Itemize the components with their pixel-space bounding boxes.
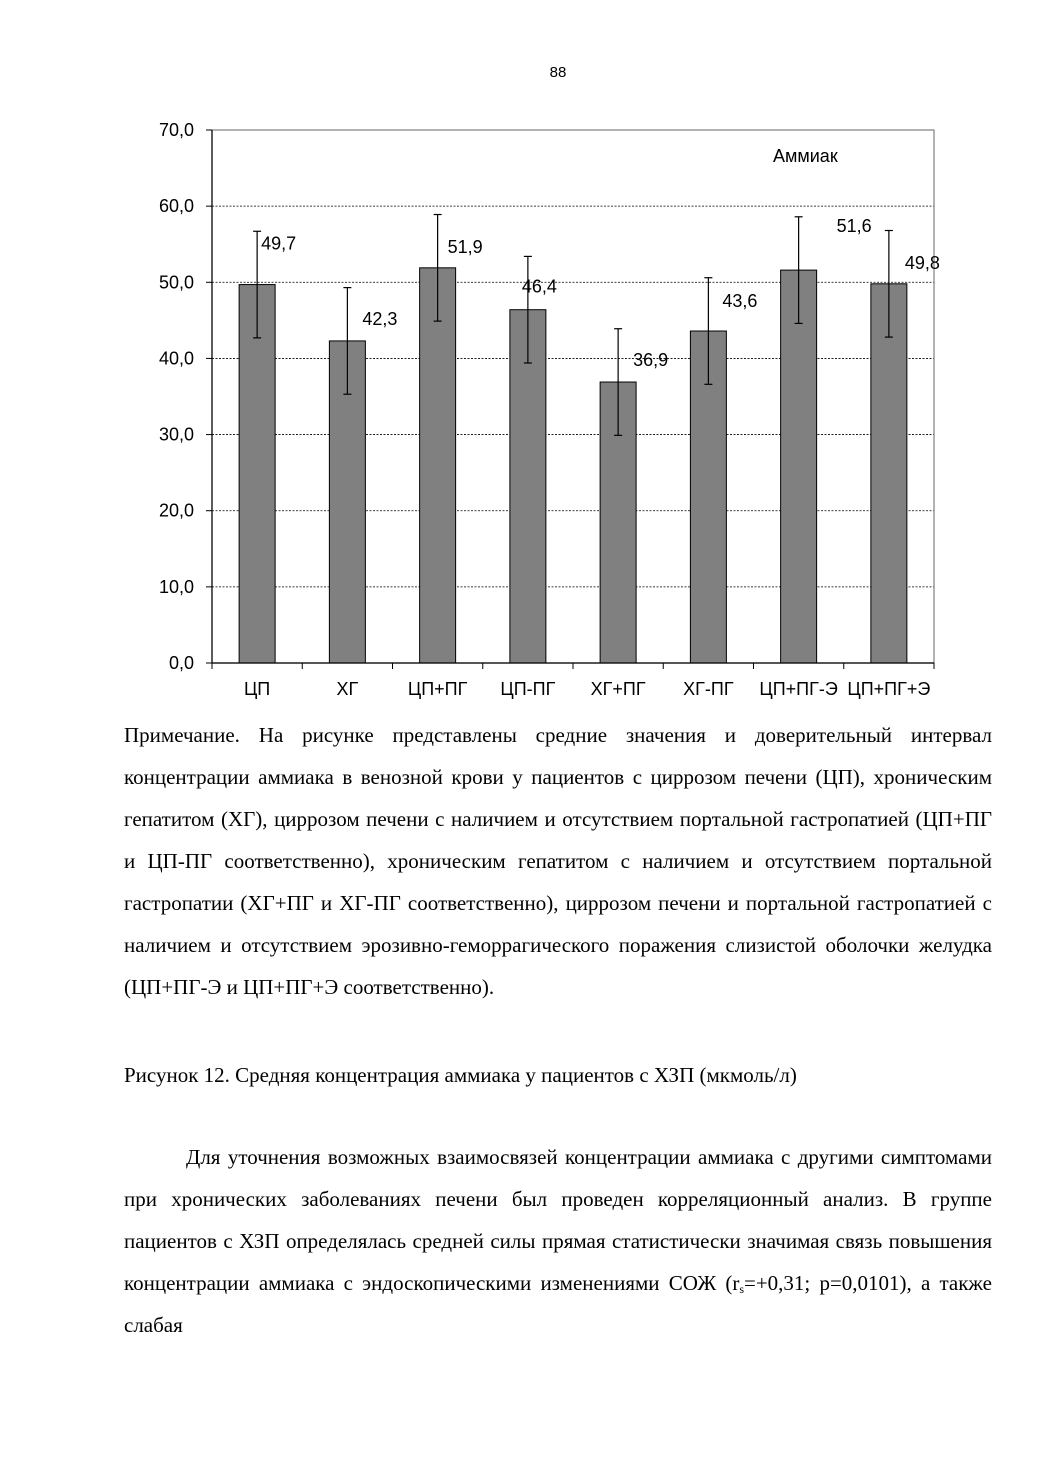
- x-tick-label: ХГ+ПГ: [590, 679, 646, 699]
- bar: [781, 270, 817, 663]
- data-label: 46,4: [521, 276, 557, 297]
- ammonia-bar-chart: [0, 0, 1040, 710]
- body-subscript: s: [739, 1282, 744, 1296]
- body-text-part1: Для уточнения возможных взаимосвязей концентрации аммиака с другими симптомами при хронических заболеваниях печени был проведен корреляционный анализ. В группе пациентов с ХЗП определялась средней силы прямая статистически значимая связь повышения концентрации аммиака с эндоскопическими изменениями СОЖ (r: [124, 1145, 992, 1295]
- data-label: 51,9: [447, 236, 483, 257]
- y-tick-label: 20,0: [158, 500, 194, 521]
- grid-lines: [212, 206, 934, 587]
- x-tick-label: ЦП-ПГ: [500, 679, 556, 699]
- data-label: 49,8: [904, 252, 940, 273]
- bars: [239, 268, 907, 663]
- body-paragraph: [124, 1136, 992, 1346]
- y-tick-label: 0,0: [168, 653, 194, 673]
- x-tick-label: ЦП+ПГ: [407, 679, 468, 699]
- legend-label: Аммиак: [773, 146, 838, 166]
- data-label: 43,6: [722, 291, 758, 312]
- data-label: 51,6: [836, 216, 872, 237]
- y-tick-label: 40,0: [158, 348, 194, 369]
- y-tick-label: 60,0: [158, 196, 194, 217]
- page-number: 88: [549, 64, 567, 81]
- body-text-part2: =+0,31; p=0,0101), а также слабая: [124, 1271, 992, 1337]
- y-tick-label: 10,0: [158, 576, 194, 597]
- bar: [239, 285, 275, 663]
- data-label: 49,7: [261, 233, 297, 254]
- bar: [871, 284, 907, 663]
- x-tick-label: ЦП+ПГ+Э: [847, 679, 931, 699]
- x-tick-label: ЦП+ПГ-Э: [759, 679, 838, 699]
- x-tick-label: ХГ-ПГ: [683, 679, 734, 699]
- y-tick-label: 70,0: [158, 120, 194, 140]
- y-tick-label: 30,0: [158, 424, 194, 445]
- y-tick-label: 50,0: [158, 272, 194, 293]
- x-tick-label: ЦП: [243, 679, 271, 699]
- figure-caption: Рисунок 12. Средняя концентрация аммиака у пациентов с ХЗП (мкмоль/л): [124, 1063, 797, 1087]
- data-label: 36,9: [633, 350, 669, 371]
- data-label: 42,3: [362, 308, 398, 329]
- figure-note: Примечание. На рисунке представлены средние значения и доверительный интервал концентрации аммиака в венозной крови у пациентов с циррозом печени (ЦП), хроническим гепатитом (ХГ), циррозом печени с наличием и отсутствием портальной гастропатией (ЦП+ПГ и ЦП-ПГ соответственно), хроническим гепатитом с наличием и отсутствием портальной гастропатии (ХГ+ПГ и ХГ-ПГ соответственно), циррозом печени и портальной гастропатией с наличием и отсутствием эрозивно-геморрагического поражения слизистой оболочки желудка (ЦП+ПГ-Э и ЦП+ПГ+Э соответственно).: [124, 723, 992, 999]
- x-tick-label: ХГ: [336, 679, 359, 699]
- bar: [420, 268, 456, 663]
- plot-area-frame: [212, 130, 934, 663]
